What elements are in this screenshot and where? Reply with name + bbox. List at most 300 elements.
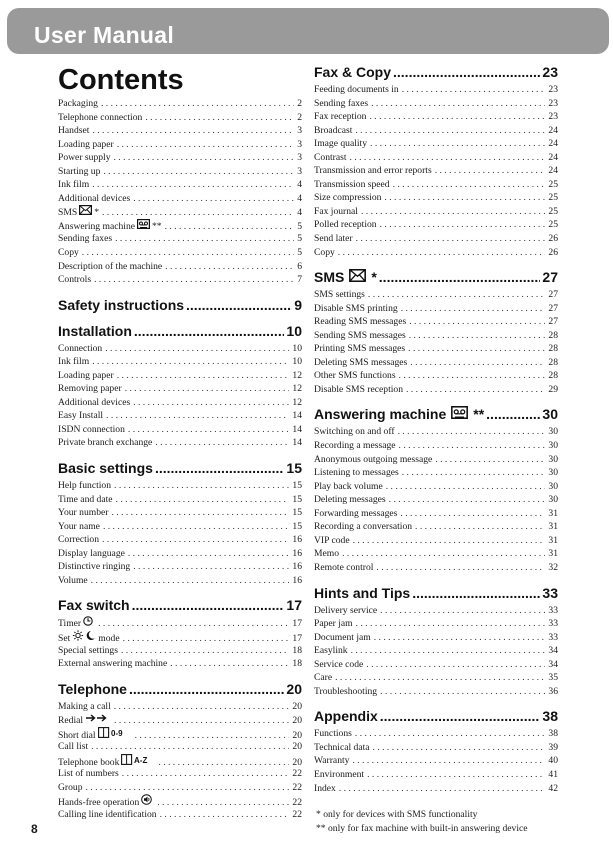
toc-entry-label: Your number bbox=[58, 507, 109, 519]
toc-entry-page: 24 bbox=[548, 151, 558, 163]
dot-leader bbox=[165, 260, 294, 274]
toc-entry-page: 24 bbox=[548, 165, 558, 177]
toc-entry-suffix: mode bbox=[98, 632, 120, 644]
dot-leader bbox=[102, 533, 289, 547]
toc-entry-correction[interactable] bbox=[58, 533, 302, 547]
toc-entry-copy[interactable] bbox=[314, 246, 558, 260]
toc-entry-send-later[interactable] bbox=[314, 232, 558, 246]
toc-entry-external-answering-machine[interactable] bbox=[58, 657, 302, 671]
dot-leader bbox=[408, 342, 545, 356]
toc-entry-label: Connection bbox=[58, 342, 103, 354]
toc-entry-short-dial[interactable] bbox=[58, 727, 302, 741]
toc-entry-timer[interactable] bbox=[58, 616, 302, 630]
toc-entry-isdn-connection[interactable] bbox=[58, 423, 302, 437]
toc-entry-disable-sms-printing[interactable] bbox=[314, 302, 558, 316]
toc-entry-page: 28 bbox=[548, 370, 558, 382]
toc-entry-label: Help function bbox=[58, 480, 112, 492]
toc-entry-label: Packaging bbox=[58, 98, 98, 109]
toc-entry-label: Environment bbox=[314, 768, 365, 780]
toc-entry-page: 30 bbox=[548, 426, 558, 438]
toc-entry-page: 25 bbox=[548, 192, 558, 204]
toc-entry-label: Call list bbox=[58, 741, 89, 753]
toc-entry-page: 27 bbox=[548, 289, 558, 301]
dot-leader bbox=[353, 534, 546, 548]
toc-entry-call-list[interactable] bbox=[58, 740, 302, 754]
toc-entry-page: 17 bbox=[292, 632, 302, 644]
toc-entry-disable-sms-reception[interactable] bbox=[314, 383, 558, 397]
toc-entry-label: Hands-free operation bbox=[58, 797, 140, 809]
toc-left-column bbox=[58, 97, 302, 822]
section-heading-fax-switch[interactable]: Fax switch ..... 17 bbox=[58, 597, 302, 613]
toc-entry-page: 30 bbox=[548, 467, 558, 479]
toc-entry-delivery-service[interactable] bbox=[314, 604, 558, 618]
dot-leader bbox=[92, 178, 294, 192]
toc-entry-page: 15 bbox=[292, 520, 302, 532]
toc-entry-label: Distinctive ringing bbox=[58, 561, 131, 573]
toc-entry-label: Redial bbox=[58, 715, 84, 727]
toc-entry-label: Description of the machine bbox=[58, 260, 163, 272]
dot-leader bbox=[401, 302, 546, 316]
dot-leader bbox=[380, 685, 545, 699]
toc-entry-label: Document jam bbox=[314, 631, 371, 643]
toc-entry-page: 3 bbox=[297, 165, 302, 177]
toc-entry-page: 33 bbox=[548, 618, 558, 630]
toc-entry-loading-paper[interactable] bbox=[58, 138, 302, 152]
toc-entry-label: Answering machine bbox=[58, 220, 135, 232]
toc-entry-page: 16 bbox=[292, 534, 302, 546]
dot-leader bbox=[410, 356, 545, 370]
toc-entry-label: List of numbers bbox=[58, 768, 119, 780]
toc-entry-label: Image quality bbox=[314, 138, 368, 150]
cassette-icon bbox=[451, 406, 468, 422]
dot-leader bbox=[435, 164, 546, 178]
toc-entry-additional-devices[interactable] bbox=[58, 192, 302, 206]
toc-entry-label: Ink film bbox=[58, 356, 90, 368]
toc-entry-page: 31 bbox=[548, 521, 558, 533]
toc-entry-making-a-call[interactable] bbox=[58, 700, 302, 714]
toc-entry-page: 2 bbox=[297, 111, 302, 123]
toc-entry-page: 23 bbox=[548, 111, 558, 123]
toc-entry-page: 31 bbox=[548, 548, 558, 560]
dot-leader bbox=[373, 741, 546, 755]
toc-entry-page: 34 bbox=[548, 658, 558, 670]
toc-entry-label: Handset bbox=[58, 125, 90, 137]
toc-entry-listening-to-messages[interactable] bbox=[314, 466, 558, 480]
toc-entry-page: 4 bbox=[297, 192, 302, 204]
toc-entry-label: Troubleshooting bbox=[314, 685, 378, 697]
toc-entry-label: Volume bbox=[58, 574, 88, 586]
toc-entry-page: 40 bbox=[548, 755, 558, 767]
envelope-icon bbox=[349, 269, 366, 285]
toc-entry-group[interactable] bbox=[58, 781, 302, 795]
dot-leader bbox=[125, 382, 290, 396]
toc-entry-power-supply[interactable] bbox=[58, 151, 302, 165]
toc-entry-page: 5 bbox=[297, 220, 302, 232]
toc-entry-technical-data[interactable] bbox=[314, 741, 558, 755]
dot-leader bbox=[98, 617, 289, 631]
toc-entry-label: Controls bbox=[58, 274, 92, 286]
section-heading-installation[interactable]: Installation ..... 10 bbox=[58, 323, 302, 339]
toc-entry-label: Removing paper bbox=[58, 383, 122, 395]
toc-entry-label: Fax journal bbox=[314, 205, 358, 217]
toc-entry-label: ISDN connection bbox=[58, 423, 125, 435]
toc-entry-service-code[interactable] bbox=[314, 658, 558, 672]
toc-entry-page: 24 bbox=[548, 124, 558, 136]
toc-entry-page: 25 bbox=[548, 219, 558, 231]
toc-entry-set[interactable] bbox=[58, 630, 302, 644]
dot-leader bbox=[371, 97, 545, 111]
dot-leader bbox=[352, 754, 545, 768]
toc-entry-label: Disable SMS printing bbox=[314, 302, 398, 314]
section-heading-answering-machine[interactable]: Answering machine ** ..... 30 bbox=[314, 406, 558, 422]
toc-entry-page: 28 bbox=[548, 356, 558, 368]
dot-leader bbox=[114, 151, 295, 165]
toc-entry-ink-film[interactable] bbox=[58, 355, 302, 369]
toc-entry-page: 14 bbox=[292, 437, 302, 449]
toc-entry-your-number[interactable] bbox=[58, 506, 302, 520]
toc-entry-label: Set bbox=[58, 632, 71, 644]
toc-entry-page: 26 bbox=[548, 246, 558, 258]
toc-entry-page: 36 bbox=[548, 685, 558, 697]
toc-entry-page: 31 bbox=[548, 534, 558, 546]
toc-entry-sms-settings[interactable] bbox=[314, 288, 558, 302]
toc-entry-help-function[interactable] bbox=[58, 479, 302, 493]
toc-entry-document-jam[interactable] bbox=[314, 631, 558, 645]
toc-entry-label: Index bbox=[314, 782, 336, 794]
toc-entry-label: Deleting messages bbox=[314, 494, 386, 506]
toc-entry-page: 17 bbox=[292, 618, 302, 630]
toc-entry-telephone-book[interactable] bbox=[58, 754, 302, 768]
toc-entry-memo[interactable] bbox=[314, 547, 558, 561]
toc-entry-page: 7 bbox=[297, 274, 302, 286]
toc-entry-page: 4 bbox=[297, 207, 302, 219]
dot-leader bbox=[91, 574, 290, 588]
toc-entry-page: 16 bbox=[292, 561, 302, 573]
dot-leader bbox=[128, 547, 290, 561]
dot-leader bbox=[82, 246, 294, 260]
toc-entry-label: Easylink bbox=[314, 645, 348, 657]
toc-entry-play-back-volume[interactable] bbox=[314, 480, 558, 494]
dot-leader bbox=[409, 315, 545, 329]
toc-entry-deleting-messages[interactable] bbox=[314, 493, 558, 507]
toc-entry-label: Copy bbox=[58, 247, 79, 259]
toc-entry-page: 28 bbox=[548, 329, 558, 341]
dot-leader bbox=[339, 782, 546, 796]
toc-entry-controls[interactable] bbox=[58, 273, 302, 287]
dot-leader bbox=[92, 355, 289, 369]
toc-entry-page: 12 bbox=[292, 383, 302, 395]
dot-leader bbox=[399, 369, 546, 383]
toc-entry-remote-control[interactable] bbox=[314, 561, 558, 575]
dot-leader bbox=[384, 191, 545, 205]
toc-entry-fax-journal[interactable] bbox=[314, 205, 558, 219]
toc-entry-label: Other SMS functions bbox=[314, 370, 396, 382]
toc-entry-hands-free-operation[interactable] bbox=[58, 794, 302, 808]
toc-entry-page: 26 bbox=[548, 233, 558, 245]
toc-entry-page: 22 bbox=[292, 768, 302, 780]
toc-entry-page: 22 bbox=[292, 781, 302, 793]
toc-entry-vip-code[interactable] bbox=[314, 534, 558, 548]
toc-entry-page: 12 bbox=[292, 396, 302, 408]
toc-entry-environment[interactable] bbox=[314, 768, 558, 782]
toc-entry-label: Loading paper bbox=[58, 138, 114, 150]
toc-entry-display-language[interactable] bbox=[58, 547, 302, 561]
dot-leader bbox=[370, 137, 545, 151]
toc-entry-page: 23 bbox=[548, 97, 558, 109]
toc-entry-label: Loading paper bbox=[58, 369, 114, 381]
page-number: 8 bbox=[31, 822, 38, 836]
toc-entry-warranty[interactable] bbox=[314, 754, 558, 768]
toc-entry-label: Making a call bbox=[58, 700, 111, 712]
toc-entry-functions[interactable] bbox=[314, 727, 558, 741]
toc-entry-label: Broadcast bbox=[314, 124, 353, 136]
toc-entry-connection[interactable] bbox=[58, 342, 302, 356]
toc-entry-page: 16 bbox=[292, 574, 302, 586]
dot-leader bbox=[103, 165, 294, 179]
toc-entry-sending-faxes[interactable] bbox=[58, 232, 302, 246]
toc-entry-distinctive-ringing[interactable] bbox=[58, 560, 302, 574]
toc-entry-label: Calling line identification bbox=[58, 808, 157, 820]
dot-leader bbox=[400, 507, 545, 521]
dot-leader bbox=[91, 740, 289, 754]
toc-entry-label: VIP code bbox=[314, 534, 350, 546]
toc-entry-additional-devices[interactable] bbox=[58, 396, 302, 410]
dot-leader bbox=[128, 423, 290, 437]
toc-entry-page: 30 bbox=[548, 494, 558, 506]
toc-entry-page: 27 bbox=[548, 302, 558, 314]
toc-entry-page: 27 bbox=[548, 316, 558, 328]
toc-entry-packaging[interactable] bbox=[58, 97, 302, 111]
toc-entry-label: Printing SMS messages bbox=[314, 343, 406, 355]
toc-entry-removing-paper[interactable] bbox=[58, 382, 302, 396]
toc-entry-answering-machine[interactable] bbox=[58, 219, 302, 233]
toc-entry-paper-jam[interactable] bbox=[314, 617, 558, 631]
toc-entry-sms[interactable] bbox=[58, 205, 302, 219]
toc-entry-volume[interactable] bbox=[58, 574, 302, 588]
dot-leader bbox=[351, 644, 546, 658]
dot-leader bbox=[116, 493, 290, 507]
footnote-sms: * only for devices with SMS functionality bbox=[316, 809, 478, 820]
toc-entry-label: Sending faxes bbox=[58, 233, 113, 245]
toc-entry-label: Listening to messages bbox=[314, 467, 399, 479]
toc-entry-fax-reception[interactable] bbox=[314, 110, 558, 124]
toc-entry-page: 42 bbox=[548, 782, 558, 794]
toc-entry-calling-line-identification[interactable] bbox=[58, 808, 302, 822]
toc-entry-other-sms-functions[interactable] bbox=[314, 369, 558, 383]
toc-entry-label: Sending SMS messages bbox=[314, 329, 406, 341]
toc-entry-easy-install[interactable] bbox=[58, 409, 302, 423]
toc-entry-label: Functions bbox=[314, 728, 352, 740]
toc-entry-page: 2 bbox=[297, 98, 302, 109]
toc-entry-switching-on-and-off[interactable] bbox=[314, 425, 558, 439]
toc-entry-page: 12 bbox=[292, 369, 302, 381]
toc-entry-page: 38 bbox=[548, 728, 558, 740]
toc-entry-ink-film[interactable] bbox=[58, 178, 302, 192]
dot-leader bbox=[393, 178, 546, 192]
dot-leader bbox=[115, 232, 294, 246]
toc-entry-page: 20 bbox=[292, 741, 302, 753]
toc-entry-loading-paper[interactable] bbox=[58, 369, 302, 383]
dot-leader bbox=[117, 369, 290, 383]
section-heading-fax-copy[interactable]: Fax & Copy ..... 23 bbox=[314, 64, 558, 80]
toc-entry-reading-sms-messages[interactable] bbox=[314, 315, 558, 329]
toc-entry-label: Additional devices bbox=[58, 396, 131, 408]
dot-leader bbox=[369, 110, 545, 124]
dot-leader bbox=[374, 631, 546, 645]
toc-entry-label: Play back volume bbox=[314, 480, 383, 492]
toc-entry-page: 23 bbox=[548, 84, 558, 95]
toc-entry-size-compression[interactable] bbox=[314, 191, 558, 205]
toc-entry-label: Correction bbox=[58, 534, 100, 546]
toc-entry-easylink[interactable] bbox=[314, 644, 558, 658]
toc-entry-page: 20 bbox=[292, 756, 302, 768]
toc-entry-copy[interactable] bbox=[58, 246, 302, 260]
dot-leader bbox=[415, 520, 545, 534]
toc-entry-feeding-documents-in[interactable] bbox=[314, 83, 558, 97]
toc-entry-special-settings[interactable] bbox=[58, 644, 302, 658]
dot-leader bbox=[342, 547, 545, 561]
toc-entry-page: 30 bbox=[548, 440, 558, 452]
toc-entry-page: 15 bbox=[292, 507, 302, 519]
toc-entry-label: Forwarding messages bbox=[314, 507, 398, 519]
toc-entry-starting-up[interactable] bbox=[58, 165, 302, 179]
dot-leader bbox=[105, 342, 289, 356]
dot-leader bbox=[402, 83, 546, 97]
toc-entry-page: 14 bbox=[292, 410, 302, 422]
toc-entry-redial[interactable] bbox=[58, 713, 302, 727]
toc-entry-label: Your name bbox=[58, 520, 100, 532]
toc-entry-suffix: * bbox=[94, 207, 99, 219]
toc-entry-telephone-connection[interactable] bbox=[58, 111, 302, 125]
dot-leader bbox=[122, 767, 290, 781]
toc-entry-page: 33 bbox=[548, 631, 558, 643]
dot-leader bbox=[165, 220, 295, 234]
section-heading-appendix[interactable]: Appendix ..... 38 bbox=[314, 708, 558, 724]
toc-entry-polled-reception[interactable] bbox=[314, 218, 558, 232]
page-title: Contents bbox=[58, 64, 184, 96]
toc-entry-broadcast[interactable] bbox=[314, 124, 558, 138]
dot-leader bbox=[160, 808, 290, 822]
toc-entry-anonymous-outgoing-message[interactable] bbox=[314, 453, 558, 467]
toc-entry-contrast[interactable] bbox=[314, 151, 558, 165]
dot-leader bbox=[367, 768, 545, 782]
dot-leader bbox=[366, 658, 545, 672]
toc-entry-forwarding-messages[interactable] bbox=[314, 507, 558, 521]
toc-entry-page: 4 bbox=[297, 179, 302, 191]
dot-leader bbox=[356, 617, 546, 631]
dot-leader bbox=[398, 425, 546, 439]
toc-entry-image-quality[interactable] bbox=[314, 137, 558, 151]
toc-entry-page: 3 bbox=[297, 138, 302, 150]
toc-entry-label: Special settings bbox=[58, 644, 118, 656]
dot-leader bbox=[335, 671, 545, 685]
toc-entry-recording-a-conversation[interactable] bbox=[314, 520, 558, 534]
toc-entry-page: 20 bbox=[292, 729, 302, 741]
toc-entry-label: Sending faxes bbox=[314, 97, 369, 109]
toc-entry-label: Send later bbox=[314, 233, 353, 245]
toc-entry-your-name[interactable] bbox=[58, 520, 302, 534]
dot-leader bbox=[133, 396, 289, 410]
cassette-icon bbox=[137, 219, 150, 234]
toc-entry-page: 30 bbox=[548, 480, 558, 492]
toc-entry-handset[interactable] bbox=[58, 124, 302, 138]
toc-entry-printing-sms-messages[interactable] bbox=[314, 342, 558, 356]
toc-entry-label: Care bbox=[314, 672, 333, 684]
toc-entry-sending-sms-messages[interactable] bbox=[314, 329, 558, 343]
dot-leader bbox=[355, 124, 545, 138]
toc-entry-recording-a-message[interactable] bbox=[314, 439, 558, 453]
dot-leader bbox=[117, 138, 295, 152]
section-heading-safety[interactable]: Safety instructions ..... 9 bbox=[58, 297, 302, 313]
toc-entry-page: 20 bbox=[292, 700, 302, 712]
footnote-answering-machine: ** only for fax machine with built-in answering device bbox=[316, 823, 528, 834]
toc-entry-troubleshooting[interactable] bbox=[314, 685, 558, 699]
toc-entry-page: 41 bbox=[548, 768, 558, 780]
dot-leader bbox=[338, 246, 546, 260]
dot-leader bbox=[355, 727, 546, 741]
toc-entry-time-and-date[interactable] bbox=[58, 493, 302, 507]
dot-leader bbox=[133, 192, 294, 206]
toc-entry-label: Switching on and off bbox=[314, 426, 395, 438]
section-heading-telephone[interactable]: Telephone ..... 20 bbox=[58, 681, 302, 697]
toc-entry-page: 25 bbox=[548, 205, 558, 217]
toc-entry-label: Contrast bbox=[314, 151, 347, 163]
toc-entry-transmission-and-error-reports[interactable] bbox=[314, 164, 558, 178]
toc-entry-care[interactable] bbox=[314, 671, 558, 685]
dot-leader bbox=[406, 383, 545, 397]
section-heading-sms[interactable]: SMS * ..... 27 bbox=[314, 269, 558, 285]
toc-entry-label: Telephone book bbox=[58, 756, 120, 768]
toc-entry-page: 18 bbox=[292, 644, 302, 656]
section-heading-hints-and-tips[interactable]: Hints and Tips ..... 33 bbox=[314, 585, 558, 601]
dot-leader bbox=[101, 97, 294, 111]
dot-leader bbox=[155, 436, 289, 450]
toc-entry-label: Delivery service bbox=[314, 604, 378, 616]
toc-entry-label: SMS settings bbox=[314, 289, 365, 301]
header-banner bbox=[7, 8, 609, 54]
dot-leader bbox=[386, 480, 546, 494]
section-heading-basic-settings[interactable]: Basic settings ..... 15 bbox=[58, 460, 302, 476]
toc-entry-page: 22 bbox=[292, 808, 302, 820]
dot-leader bbox=[103, 520, 289, 534]
toc-entry-sending-faxes[interactable] bbox=[314, 97, 558, 111]
toc-entry-list-of-numbers[interactable] bbox=[58, 767, 302, 781]
dot-leader bbox=[376, 561, 545, 575]
toc-entry-label: Fax reception bbox=[314, 111, 367, 123]
dot-leader bbox=[114, 700, 290, 714]
toc-entry-deleting-sms-messages[interactable] bbox=[314, 356, 558, 370]
toc-entry-label: Polled reception bbox=[314, 219, 377, 231]
toc-entry-label: Memo bbox=[314, 548, 340, 560]
toc-entry-transmission-speed[interactable] bbox=[314, 178, 558, 192]
toc-entry-page: 5 bbox=[297, 247, 302, 259]
toc-entry-page: 34 bbox=[548, 645, 558, 657]
toc-entry-label: Copy bbox=[314, 246, 335, 258]
toc-entry-private-branch-exchange[interactable] bbox=[58, 436, 302, 450]
toc-entry-label: Reading SMS messages bbox=[314, 316, 407, 328]
toc-entry-label: Power supply bbox=[58, 152, 111, 164]
toc-entry-page: 10 bbox=[292, 356, 302, 368]
toc-entry-page: 15 bbox=[292, 493, 302, 505]
toc-entry-page: 15 bbox=[292, 480, 302, 492]
toc-entry-index[interactable] bbox=[314, 782, 558, 796]
toc-entry-label: Time and date bbox=[58, 493, 113, 505]
toc-entry-description-of-the-machine[interactable] bbox=[58, 260, 302, 274]
toc-entry-label: External answering machine bbox=[58, 658, 168, 670]
toc-entry-label: Size compression bbox=[314, 192, 382, 204]
toc-entry-label: Remote control bbox=[314, 561, 374, 573]
toc-entry-label: Transmission and error reports bbox=[314, 165, 432, 177]
